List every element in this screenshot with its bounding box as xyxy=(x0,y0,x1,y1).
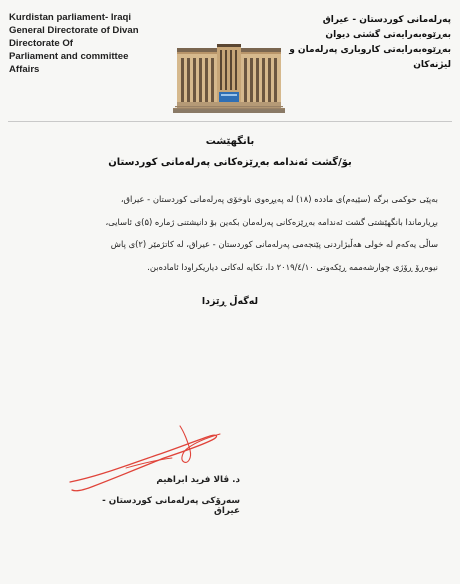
parliament-building-emblem xyxy=(171,38,287,114)
letterhead-en-line-2: General Directorate of Divan xyxy=(9,25,139,36)
body-line-3: ساڵی یەکەم لە خولی هەڵبژاردنی پێنجەمی پەرلەمانی کوردستان - عیراق، لە کاتژمێر (۲)ی پاش xyxy=(110,239,438,249)
letterhead-ku-line-2: بەڕێوەبەرایەتی گشتی دیوان xyxy=(325,30,451,40)
letterhead-ku-line-4: لیژنەکان xyxy=(413,60,451,70)
letter-title: بانگهێشت xyxy=(205,136,255,147)
letterhead-ku-line-1: پەرلەمانی کوردستان - عیراق xyxy=(322,15,451,25)
letter-body xyxy=(18,188,438,278)
signatory-name: د. ڤالا فرید ابراهیم xyxy=(156,475,240,485)
letterhead-en-line-4: Parliament and committee xyxy=(9,51,129,62)
body-line-1: بەپێی حوکمی برگە (سێیەم)ی ماددە (۱۸) لە پەیڕەوی ناوخۆی پەرلەمانی کوردستان - عیراق، xyxy=(120,194,438,204)
letterhead-kurdish xyxy=(289,13,451,73)
letterhead-en-line-5: Affairs xyxy=(9,64,40,75)
body-line-2: بڕیارماندا بانگهێشتی گشت ئەندامە بەڕێزەکانی پەرلەمان بکەین بۆ دانیشتنی ژمارە (۵)ی ئاسایی، xyxy=(105,216,438,227)
closing-regards: لەگەڵ ڕێزدا xyxy=(201,296,259,307)
letterhead-english xyxy=(9,11,159,76)
letterhead-ku-line-3: بەڕێوەبەرایەتی کاروباری پەرلەمان و xyxy=(289,45,451,55)
letter-recipient: بۆ/گشت ئەندامە بەڕێزەکانی پەرلەمانی کوردستان xyxy=(108,157,352,168)
body-line-4: نیوەڕۆ ڕۆژی چوارشەممە ڕێکەوتی ۲۰۱۹/٤/۱۰ دا، تکایە لەکاتی دیاریکراودا ئامادەبن. xyxy=(147,261,438,272)
letterhead-en-line-3: Directorate Of xyxy=(9,38,73,49)
signatory-title: سەرۆکی پەرلەمانی کوردستان - عیراق xyxy=(102,496,240,516)
letterhead-divider xyxy=(8,121,452,122)
letterhead-en-line-1: Kurdistan parliament- Iraqi xyxy=(9,12,132,23)
